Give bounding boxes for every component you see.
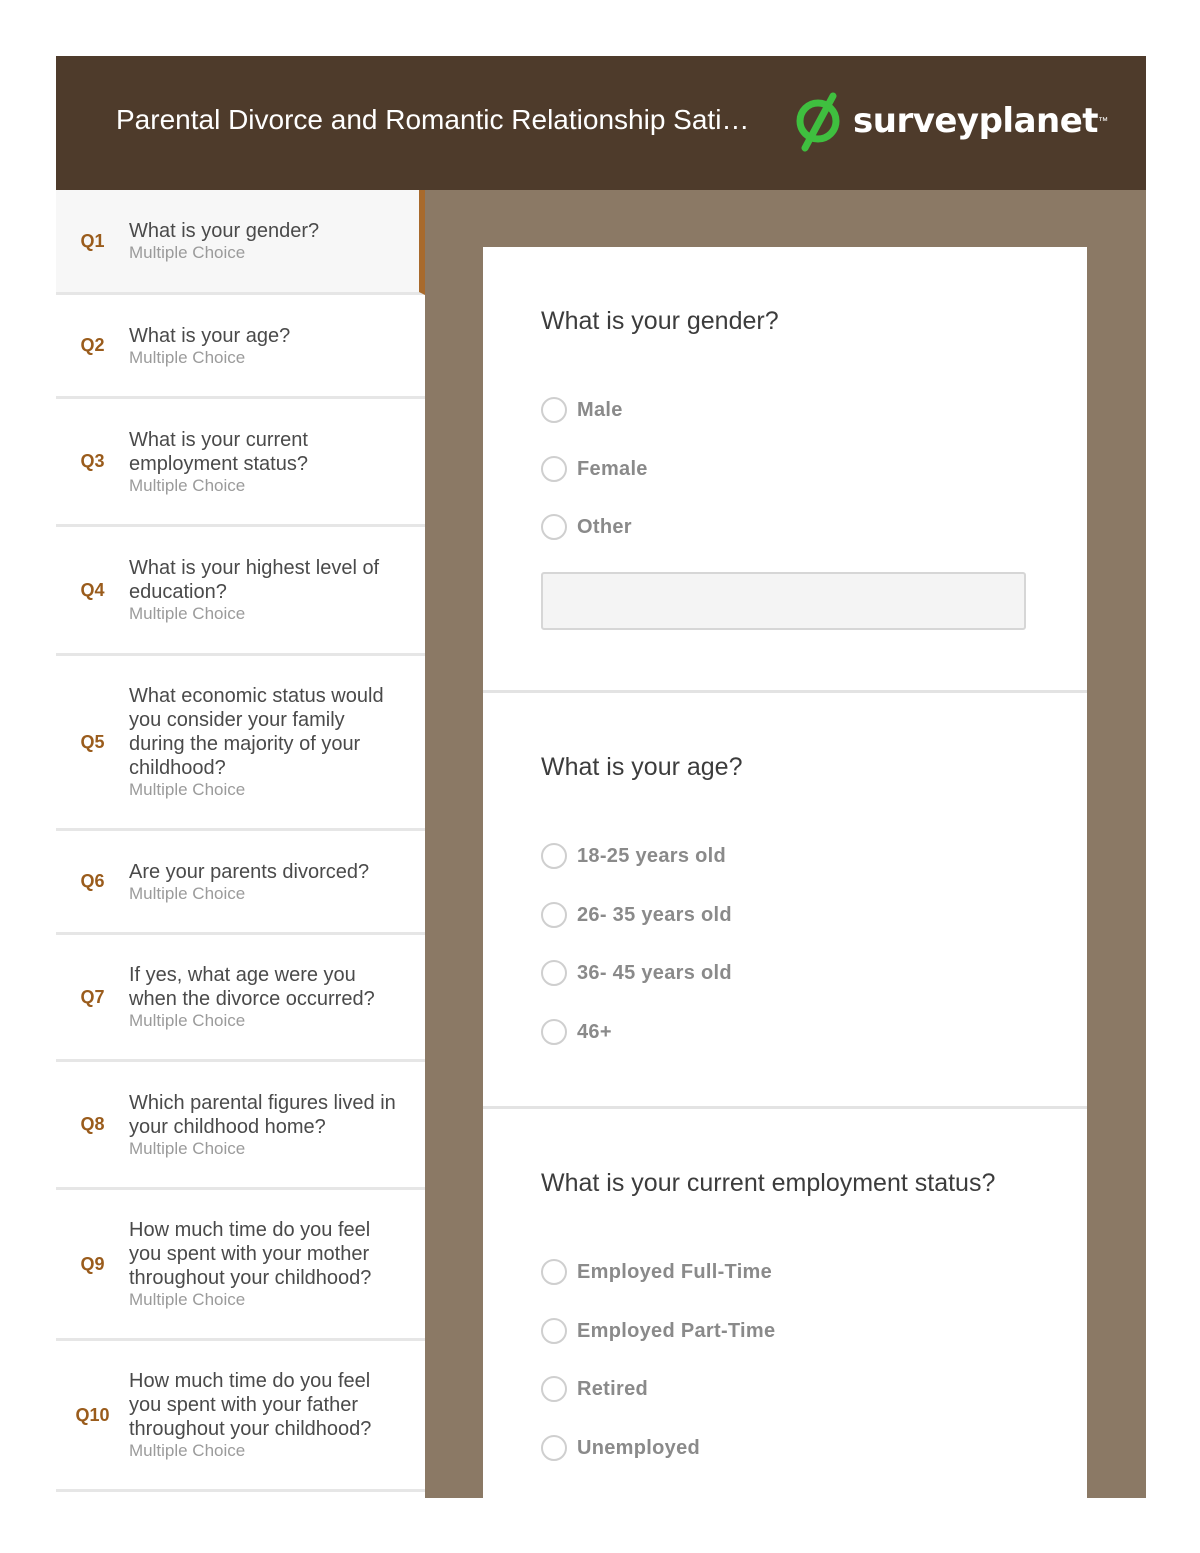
option-other[interactable] (541, 514, 632, 540)
sidebar-item-q4[interactable] (56, 527, 425, 656)
survey-frame (56, 56, 1146, 1498)
question-number: Q7 (80, 986, 105, 1007)
sidebar-item-q8[interactable] (56, 1062, 425, 1190)
radio-unchecked-icon[interactable] (541, 397, 567, 423)
option-26-35[interactable] (541, 902, 732, 928)
question-type: Multiple Choice (129, 1011, 246, 1030)
option-label: Female (577, 457, 648, 480)
question-block-q2 (483, 693, 1087, 1109)
question-title: Which parental figures lived in your childhood home? (129, 1091, 396, 1138)
option-label: 18-25 years old (577, 844, 727, 867)
option-label: 46+ (577, 1020, 612, 1043)
survey-card (483, 247, 1087, 1498)
option-label: Other (577, 515, 632, 538)
question-title: How much time do you feel you spent with your father throughout your childhood? (129, 1370, 372, 1440)
question-title: What is your age? (129, 324, 291, 347)
other-text-field[interactable] (541, 572, 1026, 630)
question-type: Multiple Choice (129, 1441, 246, 1460)
header-bar (56, 56, 1146, 190)
question-number: Q2 (80, 335, 105, 355)
sidebar-item-q5[interactable] (56, 656, 425, 831)
option-36-45[interactable] (541, 960, 732, 986)
sidebar-item-q10[interactable] (56, 1341, 425, 1492)
question-block-q3 (483, 1109, 1087, 1498)
radio-unchecked-icon[interactable] (541, 843, 567, 869)
question-type: Multiple Choice (129, 883, 246, 903)
sidebar-item-q2[interactable] (56, 295, 425, 399)
radio-unchecked-icon[interactable] (541, 902, 567, 928)
question-type: Multiple Choice (129, 604, 246, 623)
radio-unchecked-icon[interactable] (541, 1376, 567, 1402)
question-number: Q5 (80, 731, 105, 752)
brand-name: surveyplanet (853, 101, 1099, 141)
radio-unchecked-icon[interactable] (541, 1435, 567, 1461)
radio-unchecked-icon[interactable] (541, 960, 567, 986)
radio-unchecked-icon[interactable] (541, 1259, 567, 1285)
option-label: 36- 45 years old (577, 961, 732, 984)
radio-unchecked-icon[interactable] (541, 1318, 567, 1344)
sidebar-item-q1[interactable] (56, 190, 425, 295)
option-employed-full-time[interactable] (541, 1259, 772, 1285)
question-number: Q9 (80, 1253, 105, 1274)
question-type: Multiple Choice (129, 1138, 246, 1158)
question-heading: What is your age? (541, 753, 743, 781)
option-46-plus[interactable] (541, 1019, 612, 1045)
survey-title: Parental Divorce and Romantic Relationship Sati… (116, 104, 750, 135)
sidebar-item-q3[interactable] (56, 399, 425, 527)
question-title: How much time do you feel you spent with your mother throughout your childhood? (129, 1219, 372, 1289)
option-retired[interactable] (541, 1376, 648, 1402)
option-label: Employed Full-Time (577, 1260, 773, 1283)
sidebar-item-q6[interactable] (56, 831, 425, 935)
question-title: Are your parents divorced? (129, 860, 370, 883)
brand-trademark: ™ (1098, 115, 1109, 127)
question-type: Multiple Choice (129, 780, 246, 799)
question-block-q1 (483, 247, 1087, 693)
question-title: What is your current employment status? (129, 428, 308, 475)
option-label: Retired (577, 1377, 649, 1400)
main-panel (425, 190, 1146, 1498)
question-type: Multiple Choice (129, 475, 246, 495)
question-number: Q3 (80, 451, 105, 471)
question-number: Q4 (80, 579, 105, 600)
option-18-25[interactable] (541, 843, 726, 869)
option-employed-part-time[interactable] (541, 1318, 775, 1344)
question-heading: What is your gender? (541, 307, 779, 335)
option-female[interactable] (541, 456, 648, 482)
sidebar-item-q9[interactable] (56, 1190, 425, 1341)
question-type: Multiple Choice (129, 243, 246, 262)
question-sidebar (56, 190, 425, 1498)
brand (793, 90, 1108, 152)
option-unemployed[interactable] (541, 1435, 700, 1461)
radio-unchecked-icon[interactable] (541, 456, 567, 482)
option-label: Male (577, 398, 623, 421)
option-label: Unemployed (577, 1436, 701, 1459)
question-number: Q10 (75, 1404, 110, 1425)
option-label: 26- 35 years old (577, 903, 732, 926)
radio-unchecked-icon[interactable] (541, 1019, 567, 1045)
question-number: Q6 (80, 871, 105, 891)
question-type: Multiple Choice (129, 347, 246, 367)
question-title: What is your highest level of education? (129, 557, 380, 603)
question-title: If yes, what age were you when the divorce occurred? (129, 964, 375, 1010)
radio-unchecked-icon[interactable] (541, 514, 567, 540)
question-type: Multiple Choice (129, 1290, 246, 1309)
question-title: What economic status would you consider your family during the majority of your childhood? (129, 685, 384, 779)
question-title: What is your gender? (129, 220, 320, 242)
question-heading: What is your current employment status? (541, 1169, 996, 1197)
question-number: Q8 (80, 1114, 105, 1134)
option-label: Employed Part-Time (577, 1319, 776, 1342)
question-number: Q1 (80, 230, 105, 251)
surveyplanet-logo-icon (793, 90, 845, 152)
option-male[interactable] (541, 397, 623, 423)
sidebar-item-q7[interactable] (56, 935, 425, 1062)
